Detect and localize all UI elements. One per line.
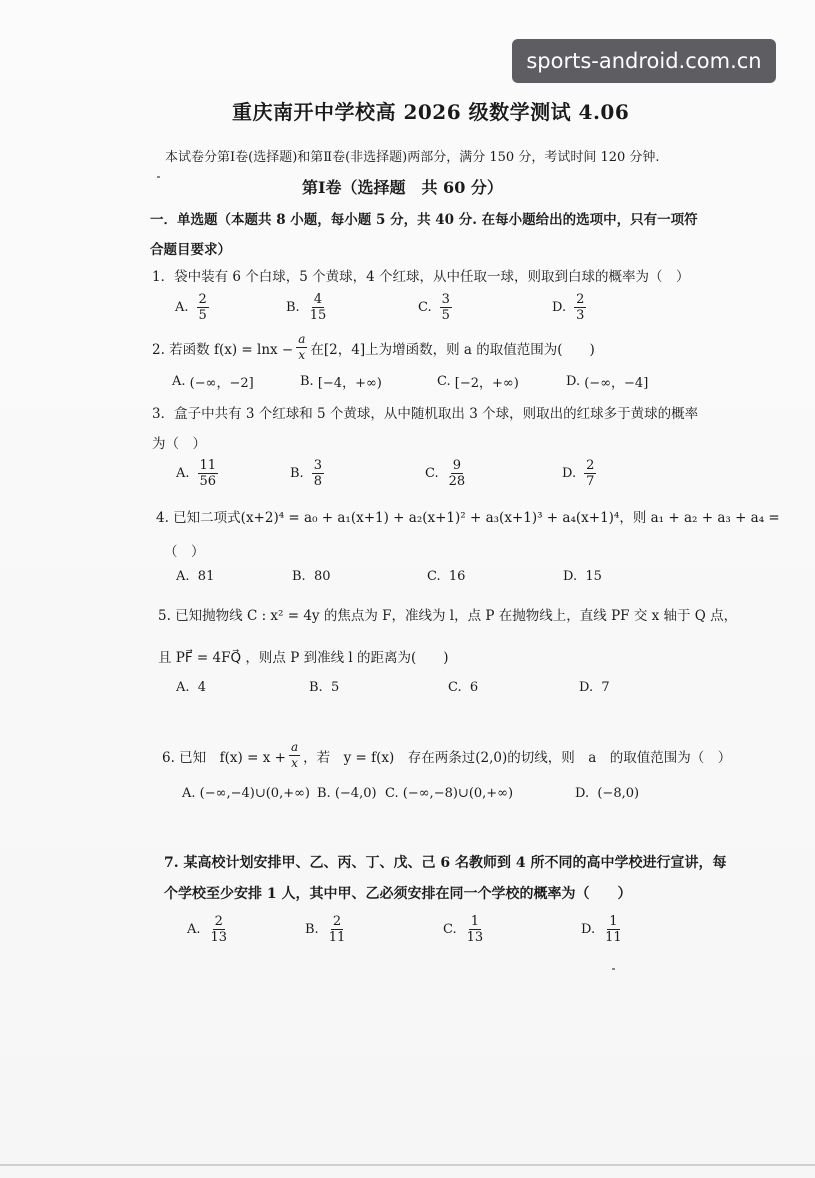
q2-stem-prefix: 2. 若函数 f(x) = lnx − — [152, 341, 294, 358]
q5-option-d — [579, 680, 610, 695]
option-fraction — [209, 914, 230, 945]
question-1-stem: 1．袋中装有 6 个白球，5 个黄球，4 个红球，从中任取一球，则取到白球的概率为（ ） — [152, 269, 690, 285]
denominator: x — [291, 756, 298, 770]
option-fraction — [312, 458, 324, 489]
option-label: B. — [300, 374, 314, 389]
q4-option-a — [176, 569, 214, 584]
numerator: 1 — [609, 914, 618, 929]
option-label: B. — [309, 680, 323, 695]
denominator: 11 — [328, 930, 346, 945]
option-text: (−∞,−8)∪(0,+∞) — [402, 786, 514, 801]
section1-line2: 合题目要求） — [150, 242, 231, 258]
numerator: 3 — [313, 458, 322, 473]
q3-option-a — [176, 458, 218, 489]
numerator: 11 — [199, 458, 217, 473]
option-label: D. — [563, 569, 578, 584]
q7-option-d — [581, 914, 624, 945]
q4-option-c — [427, 569, 465, 584]
q4-option-b — [292, 569, 331, 584]
denominator: 13 — [466, 930, 484, 945]
q6-stem-suffix: ，若 y = f(x) 存在两条过(2,0)的切线，则 a 的取值范围为（ ） — [303, 749, 732, 766]
denominator: 7 — [586, 474, 595, 489]
scan-speck — [157, 176, 160, 178]
q2-stem-suffix: 在[2，4]上为增函数，则 a 的取值范围为( ) — [310, 341, 595, 358]
option-label: A. — [187, 922, 201, 937]
q1-option-b — [286, 292, 328, 323]
option-label: A. — [182, 786, 196, 801]
option-fraction — [198, 458, 219, 489]
question-2-stem — [152, 332, 595, 363]
exam-intro: 本试卷分第Ⅰ卷(选择题)和第Ⅱ卷(非选择题)两部分，满分 150 分，考试时间 120 分钟. — [165, 150, 660, 165]
denominator: 8 — [313, 474, 322, 489]
scan-speck — [612, 968, 615, 970]
option-label: B. — [305, 922, 319, 937]
option-label: A. — [175, 300, 189, 315]
q6-stem-fraction — [289, 740, 300, 771]
option-fraction — [197, 292, 209, 323]
q6-option-c — [385, 786, 513, 801]
option-label: A. — [176, 466, 190, 481]
option-label: A. — [176, 680, 190, 695]
q2-option-b — [300, 372, 382, 391]
option-label: B. — [292, 569, 306, 584]
option-label: A. — [176, 569, 190, 584]
numerator: 4 — [313, 292, 323, 307]
option-label: C. — [418, 300, 432, 315]
q6-option-d — [575, 786, 639, 801]
question-7-stem-line2: 个学校至少安排 1 人，其中甲、乙必须安排在同一个学校的概率为（ ） — [164, 886, 632, 902]
option-text: 4 — [197, 680, 207, 695]
question-4-stem-line2: （ ） — [164, 544, 205, 560]
option-fraction — [440, 292, 452, 323]
option-text: 6 — [469, 680, 479, 695]
option-label: D. — [581, 922, 596, 937]
numerator: 2 — [576, 292, 585, 307]
q5-option-b — [309, 680, 339, 695]
denominator: x — [298, 348, 306, 362]
denominator: 5 — [441, 308, 450, 323]
numerator: 3 — [441, 292, 450, 307]
q3-option-b — [290, 458, 324, 489]
watermark-badge: sports-android.com.cn — [512, 39, 776, 83]
denominator: 3 — [576, 308, 585, 323]
numerator: a — [298, 332, 306, 346]
page-title: 重庆南开中学校高 2026 级数学测试 4.06 — [232, 100, 630, 124]
numerator: 1 — [470, 914, 480, 929]
option-text: [−2，+∞) — [454, 376, 519, 391]
option-label: C. — [437, 374, 451, 389]
option-text: (−4,0) — [334, 786, 377, 801]
q2-option-d — [566, 372, 648, 391]
question-5-stem-line2: 且 PF⃗ = 4FQ⃗ ，则点 P 到准线 l 的距离为( ) — [158, 650, 449, 666]
numerator: 2 — [198, 292, 207, 307]
option-fraction — [327, 914, 348, 945]
numerator: 2 — [332, 914, 342, 929]
option-label: B. — [286, 300, 300, 315]
numerator: a — [290, 740, 299, 754]
q7-option-b — [305, 914, 347, 945]
option-text: (−∞,−4)∪(0,+∞) — [199, 786, 310, 801]
part1-heading: 第Ⅰ卷（选择题 共 60 分） — [302, 178, 503, 197]
q3-option-c — [425, 458, 467, 489]
option-text: (−∞，−2] — [189, 376, 254, 391]
q1-option-a — [175, 292, 209, 323]
numerator: 2 — [586, 458, 595, 473]
q4-option-d — [563, 569, 602, 584]
option-fraction — [447, 458, 468, 489]
option-label: B. — [317, 786, 331, 801]
option-fraction — [603, 914, 624, 945]
question-5-stem-line1: 5. 已知抛物线 C : x² = 4y 的焦点为 F，准线为 l，点 P 在抛物线上，直线 PF 交 x 轴于 Q 点， — [158, 608, 738, 624]
option-fraction — [465, 914, 486, 945]
option-label: C. — [427, 569, 441, 584]
option-label: D. — [566, 374, 581, 389]
q5-option-a — [176, 680, 206, 695]
q2-option-c — [437, 372, 519, 391]
option-text: (−∞，−4] — [584, 376, 649, 391]
question-6-stem — [162, 740, 731, 771]
option-fraction — [308, 292, 329, 323]
option-fraction — [574, 292, 586, 323]
numerator: 2 — [214, 914, 223, 929]
option-text: 15 — [585, 569, 602, 584]
question-4-stem-line1: 4. 已知二项式(x+2)⁴ = a₀ + a₁(x+1) + a₂(x+1)² + a₃(x+1)³ + a₄(x+1)⁴，则 a₁ + a₂ + a₃ + a₄ = — [156, 510, 780, 526]
option-label: B. — [290, 466, 304, 481]
denominator: 13 — [210, 930, 228, 945]
q1-option-d — [552, 292, 586, 323]
q1-option-c — [418, 292, 452, 323]
q7-option-a — [187, 914, 229, 945]
denominator: 15 — [309, 308, 327, 323]
numerator: 9 — [452, 458, 462, 473]
page-bottom-edge — [0, 1164, 815, 1166]
option-label: C. — [385, 786, 399, 801]
q2-stem-fraction — [296, 332, 307, 363]
option-label: D. — [562, 466, 577, 481]
denominator: 28 — [448, 474, 466, 489]
option-text: 80 — [313, 569, 331, 584]
question-3-stem-line1: 3．盒子中共有 3 个红球和 5 个黄球，从中随机取出 3 个球，则取出的红球多于黄球的概率 — [152, 406, 699, 422]
option-label: C. — [443, 922, 457, 937]
q6-option-a — [182, 786, 310, 801]
denominator: 5 — [198, 308, 207, 323]
option-label: C. — [448, 680, 462, 695]
option-fraction — [584, 458, 596, 489]
option-text: 16 — [448, 569, 466, 584]
option-text: 5 — [330, 680, 340, 695]
question-7-stem-line1: 7. 某高校计划安排甲、乙、丙、丁、戊、己 6 名教师到 4 所不同的高中学校进行宣讲，每 — [164, 855, 727, 871]
q3-option-d — [562, 458, 596, 489]
q5-option-c — [448, 680, 478, 695]
question-3-stem-line2: 为（ ） — [152, 436, 206, 452]
q2-option-a — [172, 372, 254, 391]
section1-line1: 一．单选题（本题共 8 小题，每小题 5 分，共 40 分. 在每小题给出的选项中，只有一项符 — [150, 212, 698, 228]
q6-stem-prefix: 6. 已知 f(x) = x + — [162, 749, 286, 766]
option-label: D. — [575, 786, 590, 801]
option-text: 7 — [601, 680, 610, 695]
denominator: 56 — [199, 474, 217, 489]
q7-option-c — [443, 914, 485, 945]
q6-option-b — [317, 786, 377, 801]
option-text: 81 — [197, 569, 215, 584]
option-label: D. — [552, 300, 567, 315]
option-label: D. — [579, 680, 594, 695]
option-text: (−8,0) — [597, 786, 640, 801]
denominator: 11 — [605, 930, 622, 945]
option-label: A. — [172, 374, 186, 389]
option-label: C. — [425, 466, 439, 481]
option-text: [−4，+∞) — [317, 376, 382, 391]
